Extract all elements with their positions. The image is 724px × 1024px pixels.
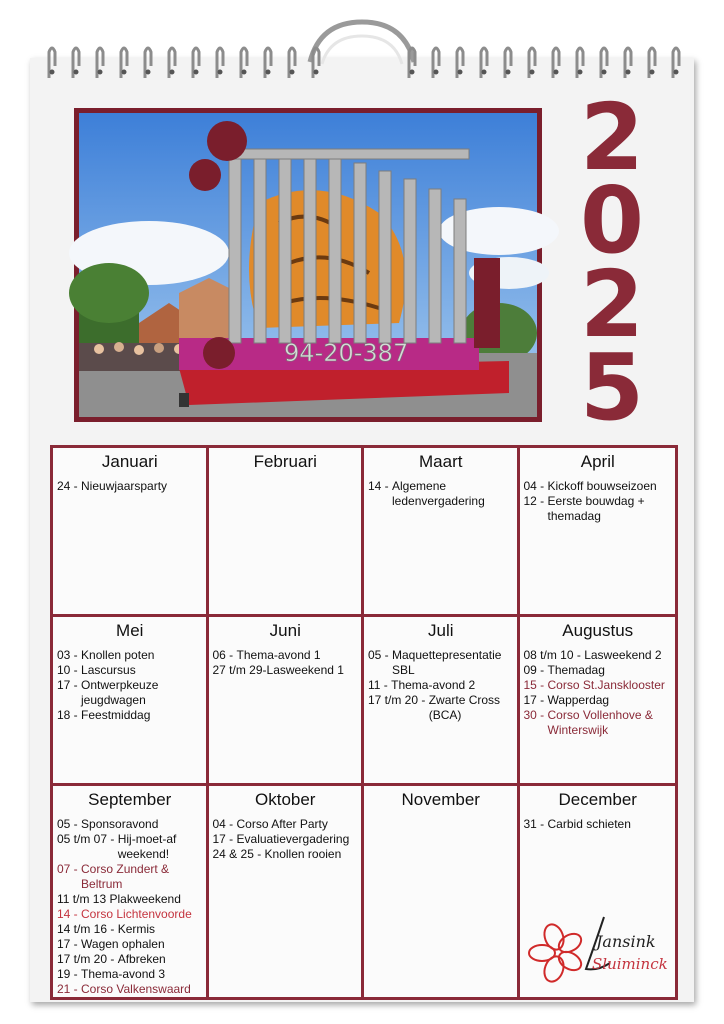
event-title: Kickoff bouwseizoen: [547, 479, 657, 493]
year-label: [562, 84, 662, 441]
event-date: 24 & 25 -: [212, 847, 265, 861]
binding-hole: [458, 70, 463, 75]
event-date: 17 t/m 20 -: [368, 693, 429, 707]
event-item: [524, 693, 673, 708]
binding-hole: [530, 70, 535, 75]
event-title: Corso Vollenhove & Winterswijk: [547, 708, 653, 737]
event-title: Afbreken: [117, 952, 166, 966]
event-item: [213, 648, 359, 663]
month-name: April: [580, 452, 615, 471]
event-item: [57, 708, 203, 723]
event-date: 11 -: [368, 678, 392, 692]
binding-hole: [290, 70, 295, 75]
event-title: Lasweekend 2: [584, 648, 662, 662]
year-digit: 2: [579, 250, 644, 358]
event-date: 19 -: [57, 967, 82, 981]
event-item: [57, 648, 203, 663]
month-name: Maart: [419, 452, 463, 471]
event-date: 27 t/m 29-: [212, 663, 267, 677]
binding-hole: [506, 70, 511, 75]
binding-hole: [650, 70, 655, 75]
month-cell-april: [520, 448, 676, 617]
month-cell-mei: [53, 617, 209, 786]
binding-hole: [98, 70, 103, 75]
event-title: Knollen rooien: [264, 847, 342, 861]
event-date: 08 t/m 10 -: [523, 648, 585, 662]
event-item: [524, 479, 673, 494]
event-item: [57, 832, 203, 862]
month-cell-oktober: [209, 786, 365, 997]
event-item: [368, 678, 514, 693]
month-cell-november: [364, 786, 520, 997]
binding-hole: [434, 70, 439, 75]
month-name: September: [88, 790, 172, 809]
event-item: [57, 922, 203, 937]
binding-hole: [314, 70, 319, 75]
month-cell-augustus: [520, 617, 676, 786]
event-item: [213, 832, 359, 847]
event-date: 14 -: [368, 479, 393, 493]
event-date: 05 -: [368, 648, 393, 662]
event-title: Lascursus: [81, 663, 136, 677]
event-title: Thema-avond 3: [81, 967, 166, 981]
event-title: Feestmiddag: [81, 708, 151, 722]
month-name: December: [558, 790, 637, 809]
month-cell-februari: [209, 448, 365, 617]
event-item: [524, 678, 673, 693]
event-item: [57, 952, 203, 967]
logo-line-2: Sluiminck: [591, 955, 668, 973]
month-cell-juli: [364, 617, 520, 786]
event-title: Wapperdag: [547, 693, 610, 707]
month-name: Juni: [269, 621, 301, 640]
event-date: 17 -: [212, 832, 237, 846]
event-item: [57, 982, 203, 997]
event-item: [57, 907, 203, 922]
binding-hole: [146, 70, 151, 75]
binding-hole: [122, 70, 127, 75]
sponsor-logo: [526, 911, 676, 991]
event-item: [524, 708, 673, 738]
event-title: Plakweekend: [109, 892, 181, 906]
month-name: Oktober: [255, 790, 316, 809]
binding-hole: [218, 70, 223, 75]
month-name: November: [401, 790, 480, 809]
event-item: [524, 494, 673, 524]
binding-hole: [578, 70, 583, 75]
event-date: 05 -: [57, 817, 82, 831]
event-date: 31 -: [523, 817, 548, 831]
event-date: 17 -: [57, 678, 82, 692]
binding-hole: [482, 70, 487, 75]
event-title: Kermis: [117, 922, 156, 936]
event-title: Corso Zundert & Beltrum: [81, 862, 170, 891]
event-title: Corso Lichtenvoorde: [81, 907, 192, 921]
month-name: Augustus: [562, 621, 634, 640]
event-title: Sponsoravond: [81, 817, 159, 831]
event-date: 14 t/m 16 -: [57, 922, 118, 936]
event-item: [368, 479, 514, 509]
event-date: 17 t/m 20 -: [57, 952, 118, 966]
event-item: [213, 663, 359, 678]
binding-hole: [242, 70, 247, 75]
event-title: Ontwerpkeuze jeugdwagen: [81, 678, 159, 707]
year-digit: 0: [579, 167, 644, 275]
event-item: [213, 847, 359, 862]
event-date: 09 -: [523, 663, 548, 677]
event-title: Lasweekend 1: [266, 663, 344, 677]
event-item: [57, 479, 203, 494]
event-title: Corso After Party: [236, 817, 328, 831]
binding-hole: [266, 70, 271, 75]
logo-line-1: Jansink: [595, 932, 656, 951]
event-item: [57, 862, 203, 892]
binding-hole: [674, 70, 679, 75]
month-name: Mei: [116, 621, 144, 640]
event-title: Knollen poten: [81, 648, 155, 662]
event-date: 04 -: [212, 817, 237, 831]
event-item: [57, 817, 203, 832]
event-date: 03 -: [57, 648, 82, 662]
event-item: [57, 967, 203, 982]
event-date: 07 -: [57, 862, 82, 876]
event-title: Carbid schieten: [547, 817, 631, 831]
months-grid: [50, 445, 678, 1000]
wire-binding: [0, 0, 724, 90]
month-cell-januari: [53, 448, 209, 617]
float-illustration: [79, 113, 537, 417]
event-title: Algemene ledenvergadering: [392, 479, 485, 508]
event-item: [368, 693, 514, 723]
binding-hole: [170, 70, 175, 75]
event-item: [57, 892, 203, 907]
corso-float-photo: [74, 108, 542, 422]
event-item: [57, 663, 203, 678]
month-cell-december: [520, 786, 676, 997]
binding-hole: [50, 70, 55, 75]
event-date: 24 -: [57, 479, 82, 493]
event-date: 10 -: [57, 663, 82, 677]
month-name: Juli: [427, 621, 454, 640]
event-title: Corso Valkenswaard: [81, 982, 191, 996]
event-title: Thema-avond 1: [236, 648, 321, 662]
event-title: Nieuwjaarsparty: [81, 479, 168, 493]
event-date: 17 -: [57, 937, 82, 951]
event-item: [368, 648, 514, 678]
event-item: [524, 817, 673, 832]
event-title: Eerste bouwdag + themadag: [547, 494, 645, 523]
month-cell-september: [53, 786, 209, 997]
event-title: Wagen ophalen: [81, 937, 165, 951]
binding-hole: [194, 70, 199, 75]
event-date: 11 t/m 13: [57, 892, 110, 906]
event-title: Corso St.Jansklooster: [547, 678, 665, 692]
float-number: 94-20-387: [284, 339, 409, 367]
binding-hole: [554, 70, 559, 75]
event-date: 15 -: [523, 678, 548, 692]
event-title: Themadag: [547, 663, 605, 677]
event-item: [57, 937, 203, 952]
event-item: [524, 663, 673, 678]
event-date: 05 t/m 07 -: [57, 832, 118, 846]
event-item: [213, 817, 359, 832]
month-cell-maart: [364, 448, 520, 617]
binding-hole: [410, 70, 415, 75]
year-digit: 5: [579, 333, 644, 441]
event-item: [57, 678, 203, 708]
binding-hole: [74, 70, 79, 75]
event-date: 12 -: [523, 494, 548, 508]
event-item: [524, 648, 673, 663]
binding-hole: [602, 70, 607, 75]
month-name: Februari: [253, 452, 317, 471]
binding-hole: [626, 70, 631, 75]
event-date: 30 -: [523, 708, 548, 722]
event-date: 06 -: [212, 648, 237, 662]
event-date: 14 -: [57, 907, 82, 921]
event-title: Thema-avond 2: [391, 678, 476, 692]
year-digit: 2: [579, 84, 644, 191]
event-title: Evaluatievergadering: [236, 832, 350, 846]
event-date: 21 -: [57, 982, 82, 996]
event-date: 17 -: [523, 693, 548, 707]
event-date: 04 -: [523, 479, 548, 493]
month-cell-juni: [209, 617, 365, 786]
event-title: Maquettepresentatie SBL: [392, 648, 502, 677]
month-name: Januari: [101, 452, 158, 471]
event-title: Zwarte Cross (BCA): [428, 693, 501, 722]
event-title: Hij-moet-af weekend!: [117, 832, 177, 861]
event-date: 18 -: [57, 708, 82, 722]
